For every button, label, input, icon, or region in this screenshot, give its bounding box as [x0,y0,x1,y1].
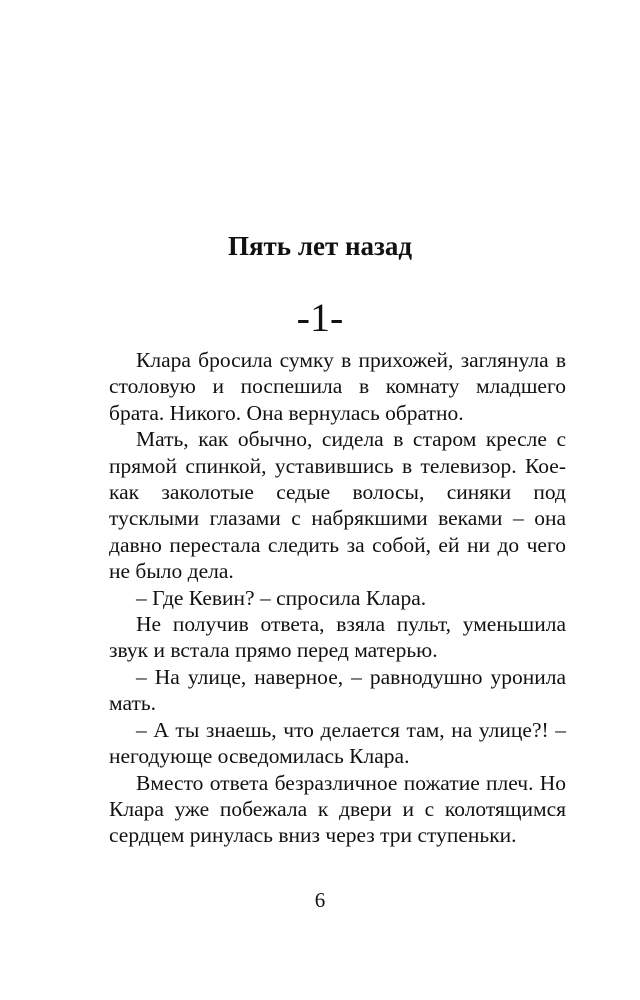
paragraph: – А ты знаешь, что делается там, на улице?! – негодующе осведомилась Клара. [109,717,566,769]
paragraph: Вместо ответа безразличное пожатие плеч. Но Клара уже побежала к двери и с колотящимся сердцем ринулась вниз через три ступеньки. [109,770,566,848]
paragraph: Не получив ответа, взяла пульт, уменьшила звук и встала прямо перед матерью. [109,612,566,663]
paragraph: Клара бросила сумку в прихожей, заглянула в столовую и поспешила в комнату младшего брата. Никого. Она вернулась обратно. [109,348,566,425]
chapter-body [109,347,566,849]
chapter-title: Пять лет назад [227,231,413,261]
paragraph: Мать, как обычно, сидела в старом кресле с прямой спинкой, уставившись в телевизор. Кое-как заколотые седые волосы, синяки под тусклыми глазами с набрякшими веками – она давно перестала следить за собой, ей ни до чего не было дела. [109,427,566,584]
chapter-number: -1- [296,295,344,340]
page-number: 6 [314,888,326,912]
paragraph: – На улице, наверное, – равнодушно уронила мать. [109,664,566,716]
paragraph: – Где Кевин? – спросила Клара. [136,585,427,610]
